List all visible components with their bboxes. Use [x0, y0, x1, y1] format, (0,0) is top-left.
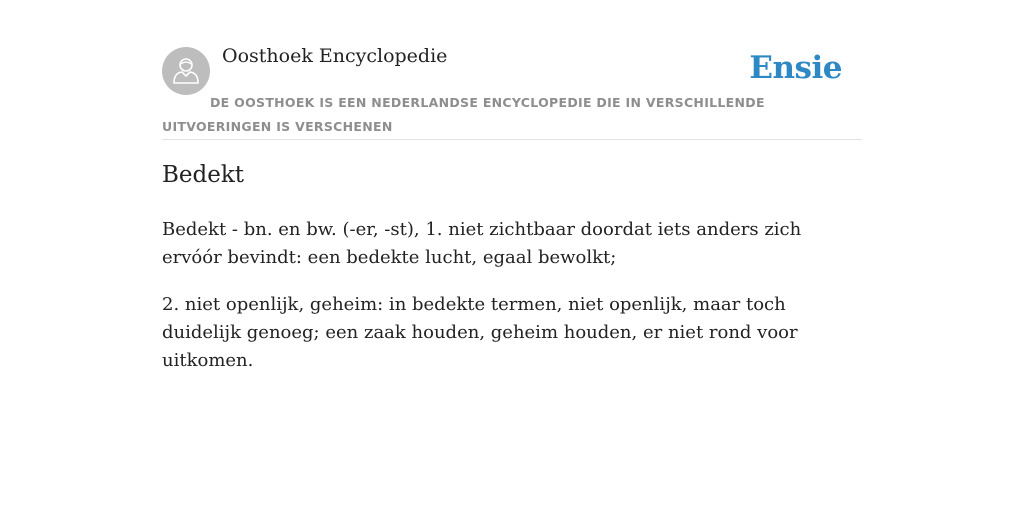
header — [162, 0, 862, 140]
avatar[interactable] — [162, 47, 210, 95]
site-tagline: DE OOSTHOEK IS EEN NEDERLANDSE ENCYCLOPEDIE DIE IN VERSCHILLENDE UITVOERINGEN IS VERSCHENEN — [162, 95, 765, 134]
article-paragraph: Bedekt - bn. en bw. (-er, -st), 1. niet zichtbaar doordat iets anders zich ervóór bevindt: een bedekte lucht, egaal bewolkt; — [162, 219, 802, 268]
site-title[interactable]: Oosthoek Encyclopedie — [222, 45, 448, 67]
user-icon — [172, 55, 200, 85]
article-title: Bedekt — [162, 162, 245, 188]
article-body — [162, 216, 852, 394]
article-paragraph: 2. niet openlijk, geheim: in bedekte termen, niet openlijk, maar toch duidelijk genoeg; een zaak houden, geheim houden, er niet rond voor uitkomen. — [162, 294, 798, 371]
content-container — [162, 0, 862, 371]
brand-logo[interactable]: Ensie — [749, 50, 842, 86]
